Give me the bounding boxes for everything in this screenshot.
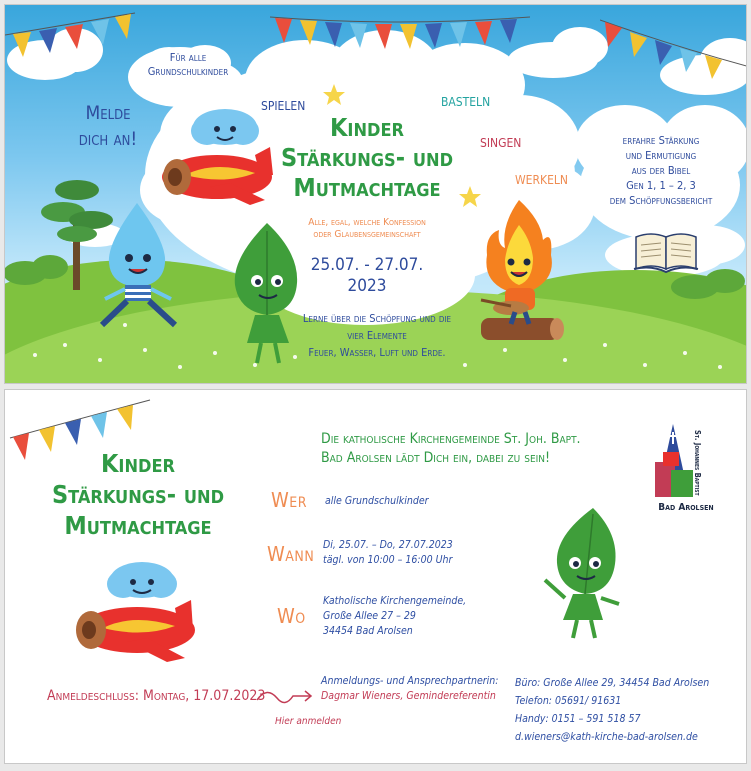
back-panel xyxy=(4,389,747,764)
front-year: 2023 xyxy=(347,276,387,296)
front-title xyxy=(267,113,467,203)
bible-text xyxy=(591,133,731,208)
front-title-line-2: Stärkungs- und xyxy=(280,143,454,172)
when-label: Wann xyxy=(267,542,315,566)
register-here-link[interactable]: Hier anmelden xyxy=(275,716,342,727)
star-icon xyxy=(322,83,346,107)
contact-block xyxy=(321,674,498,704)
activity-craft: basteln xyxy=(441,91,491,111)
bible-book-icon xyxy=(631,227,701,277)
email-link[interactable]: d.wieners@kath-kirche-bad-arolsen.de xyxy=(515,731,698,743)
register-callout xyxy=(53,100,163,152)
office-phone: Telefon: 05691/ 91631 xyxy=(515,695,622,707)
when-values xyxy=(323,538,453,568)
bible-line-3: aus der Bibel xyxy=(631,164,691,177)
logo-town-text: Bad Arolsen xyxy=(658,502,714,513)
register-line-2: dich an! xyxy=(78,128,138,150)
learn-line-2: vier Elemente xyxy=(347,329,407,342)
invitation-line-2: Bad Arolsen lädt Dich ein, dabei zu sein! xyxy=(321,450,551,466)
back-title-line-1: Kinder xyxy=(101,449,175,478)
target-group-label: Für alle Grundschulkinder xyxy=(147,51,229,78)
water-drop-character xyxy=(97,203,187,333)
fire-character xyxy=(471,200,571,350)
who-value: alle Grundschulkinder xyxy=(325,495,429,507)
invitation-text xyxy=(321,430,581,468)
when-time: tägl. von 10:00 – 16:00 Uhr xyxy=(323,554,453,566)
back-title-line-3: Mutmachtage xyxy=(64,511,212,540)
bunting-top-right xyxy=(600,5,747,85)
activity-play: spielen xyxy=(261,95,306,115)
office-contacts xyxy=(515,674,709,746)
leaf-character xyxy=(535,508,635,643)
airplane-cloud-character xyxy=(67,558,207,673)
bible-line-5: dem Schöpfungsbericht xyxy=(609,194,713,207)
activity-work: werkeln xyxy=(515,169,568,189)
contact-name: Dagmar Wieners, Gemindereferentin xyxy=(321,690,496,702)
where-values xyxy=(323,594,466,639)
who-label: Wer xyxy=(271,488,307,512)
logo-arc-text: St. Johannes Baptist xyxy=(693,430,702,496)
front-title-line-3: Mutmachtage xyxy=(293,173,441,202)
front-panel xyxy=(4,4,747,384)
bunting-top-center xyxy=(270,5,530,55)
where-line-3: 34454 Bad Arolsen xyxy=(323,625,413,637)
learn-line-3: Feuer, Wasser, Luft und Erde. xyxy=(308,346,446,359)
office-address: Büro: Große Allee 29, 34454 Bad Arolsen xyxy=(515,677,710,689)
bible-line-2: und Ermutigung xyxy=(625,149,697,162)
front-subtitle-line-2: oder Glaubensgemeinschaft xyxy=(313,229,421,240)
target-group-text xyxy=(133,51,243,79)
back-title-line-2: Stärkungs- und xyxy=(51,480,225,509)
register-line-1: Melde xyxy=(85,102,131,124)
learn-line-1: Lerne über die Schöpfung und die xyxy=(302,312,452,325)
front-title-line-1: Kinder xyxy=(330,113,404,142)
where-line-1: Katholische Kirchengemeinde, xyxy=(323,595,467,607)
contact-heading: Anmeldungs- und Ansprechpartnerin: xyxy=(321,675,499,687)
bible-line-1: erfahre Stärkung xyxy=(622,134,700,147)
bible-line-4: Gen 1, 1 – 2, 3 xyxy=(626,179,696,192)
when-date: Di, 25.07. – Do, 27.07.2023 xyxy=(323,539,453,551)
parish-logo xyxy=(641,422,731,522)
arrow-icon xyxy=(255,682,315,712)
mobile-phone: Handy: 0151 – 591 518 57 xyxy=(515,713,641,725)
back-title xyxy=(33,448,243,541)
activity-sing: singen xyxy=(480,132,522,152)
where-label: Wo xyxy=(277,604,306,628)
front-subtitle-line-1: Alle, egal, welche Konfession xyxy=(308,217,426,228)
registration-deadline: Anmeldeschluss: Montag, 17.07.2023 xyxy=(47,688,266,704)
where-line-2: Große Allee 27 – 29 xyxy=(323,610,416,622)
learn-text xyxy=(287,310,467,361)
invitation-line-1: Die katholische Kirchengemeinde St. Joh. Bapt. xyxy=(321,431,581,447)
front-dates: 25.07. - 27.07. xyxy=(310,255,424,275)
front-subtitle xyxy=(277,217,457,241)
